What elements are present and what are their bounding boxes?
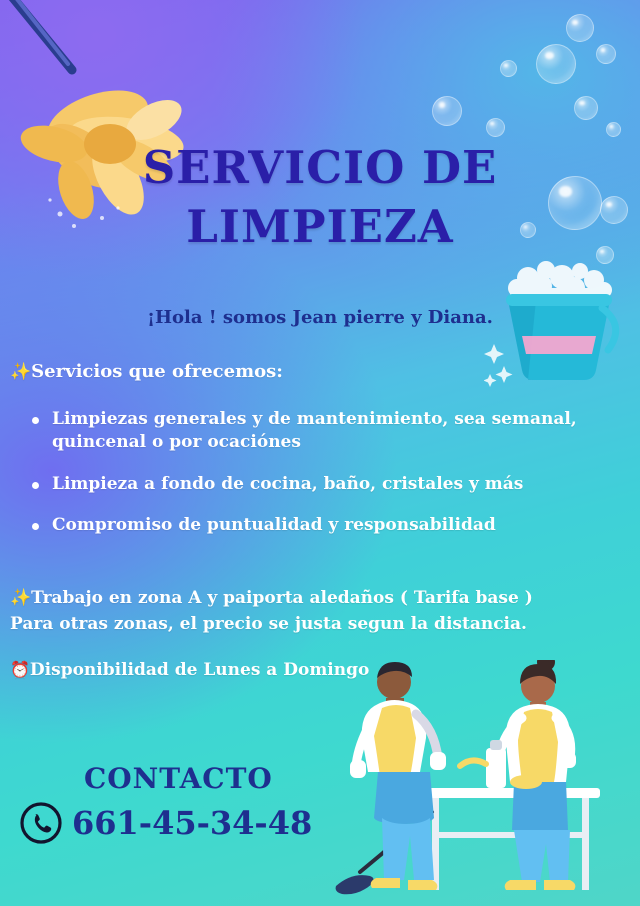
availability-text xyxy=(10,660,369,680)
greeting-text: ¡Hola ! somos Jean pierre y Diana. xyxy=(147,307,493,328)
zone-line-1-wrap xyxy=(10,586,626,612)
list-item: Limpieza a fondo de cocina, baño, cristales y más xyxy=(52,473,614,496)
page-title xyxy=(0,138,640,257)
title-line-2: LIMPIEZA xyxy=(186,200,454,254)
services-heading-label: Servicios que ofrecemos: xyxy=(31,361,283,382)
zone-line-2: Para otras zonas, el precio se justa segun la distancia. xyxy=(10,613,527,634)
contact-label: CONTACTO xyxy=(84,762,273,795)
cleaning-people-icon xyxy=(320,660,640,906)
services-list xyxy=(26,408,614,556)
sparkle-icon: ✨ xyxy=(10,588,32,608)
availability-label: Disponibilidad de Lunes a Domingo xyxy=(29,660,370,680)
list-item: Compromiso de puntualidad y responsabilidad xyxy=(52,514,614,537)
title-line-1: SERVICIO DE xyxy=(142,141,498,194)
alarm-clock-icon: ⏰ xyxy=(10,660,30,679)
zone-line-1: Trabajo en zona A y paiporta aledaños ( Tarifa base ) xyxy=(31,588,533,608)
whatsapp-icon[interactable] xyxy=(20,802,62,844)
sparkle-icon: ✨ xyxy=(10,362,32,382)
list-item: Limpiezas generales y de mantenimiento, sea semanal, quincenal o por ocaciónes xyxy=(52,408,614,455)
phone-contact[interactable] xyxy=(20,802,312,844)
phone-number[interactable]: 661-45-34-48 xyxy=(72,804,313,842)
services-heading xyxy=(10,361,283,382)
zone-info xyxy=(10,586,626,637)
